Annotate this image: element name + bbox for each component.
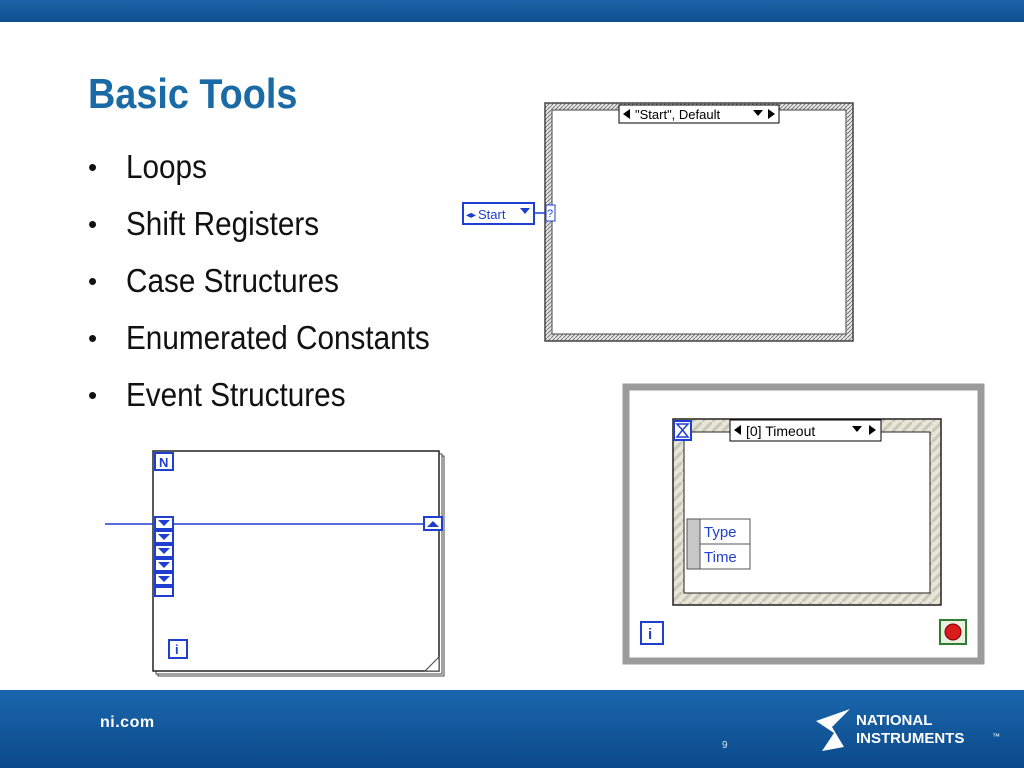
event-selector-label[interactable]	[730, 420, 881, 441]
slide-title: Basic Tools	[88, 70, 298, 117]
case-selector-text: "Start", Default	[635, 107, 721, 122]
iteration-terminal-text: i	[648, 626, 653, 643]
bullet-text: Case Structures	[126, 262, 339, 299]
count-terminal-text: N	[159, 455, 169, 470]
stop-icon	[945, 624, 961, 640]
brand-trademark: ™	[992, 732, 1000, 741]
shift-register-left-stack[interactable]	[155, 517, 173, 596]
eagle-icon	[816, 709, 850, 751]
bullet-item	[88, 374, 464, 431]
bullet-item	[88, 203, 464, 260]
bullet-dot: •	[88, 266, 98, 296]
bullet-dot: •	[88, 209, 98, 239]
top-accent-bar	[0, 0, 1024, 22]
event-structure-diagram	[622, 382, 987, 666]
bullet-item	[88, 260, 464, 317]
for-loop-diagram	[100, 445, 450, 677]
bullet-text: Event Structures	[126, 376, 346, 413]
event-data-node[interactable]	[687, 519, 750, 569]
event-data-time: Time	[704, 549, 737, 566]
enum-constant[interactable]	[463, 203, 534, 224]
event-selector-text: [0] Timeout	[746, 423, 816, 439]
for-loop-frame	[153, 451, 439, 671]
bullet-dot: •	[88, 380, 98, 410]
footer-bar	[0, 690, 1024, 768]
selector-terminal-text: ?	[547, 208, 554, 220]
footer-site-link[interactable]: ni.com	[100, 714, 155, 731]
enum-spin-icon: ◂▸	[466, 210, 477, 221]
ni-logo	[814, 705, 1004, 755]
case-selector-label[interactable]	[619, 105, 779, 123]
bullet-list	[88, 146, 464, 431]
bullet-item	[88, 146, 464, 203]
iteration-terminal-text: i	[175, 642, 179, 657]
event-data-type: Type	[704, 524, 737, 541]
bullet-item	[88, 317, 464, 374]
enum-constant-text: Start	[478, 207, 506, 222]
bullet-dot: •	[88, 152, 98, 182]
bullet-text: Loops	[126, 148, 207, 185]
bullet-dot: •	[88, 323, 98, 353]
bullet-text: Shift Registers	[126, 205, 320, 242]
page-number: 9	[722, 740, 728, 751]
brand-line-1: NATIONAL	[856, 712, 933, 729]
case-structure-interior	[552, 110, 846, 334]
brand-line-2: INSTRUMENTS	[856, 730, 965, 747]
case-structure-diagram	[455, 98, 860, 348]
bullet-text: Enumerated Constants	[126, 319, 430, 356]
